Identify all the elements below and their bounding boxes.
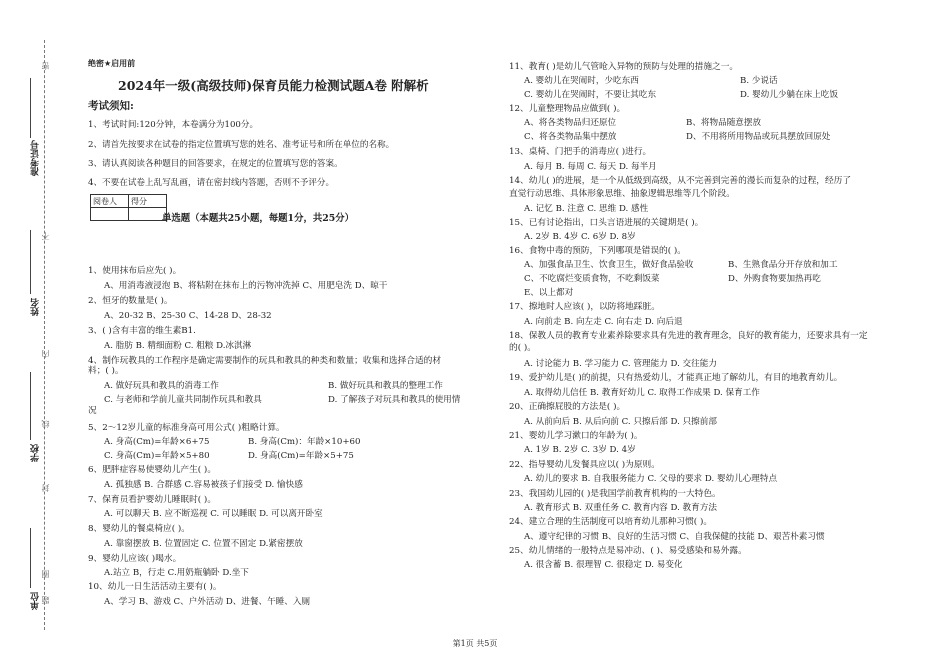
margin-mark: 不: [41, 232, 50, 240]
option-line: A、用消毒液浸泡 B、将粘附在抹布上的污物冲洗掉 C、用肥皂洗 D、晾干: [104, 281, 388, 291]
option-line: B. 身高(Cm)：年龄×10+60: [248, 437, 361, 447]
margin-mark: 线: [41, 420, 50, 428]
question-line: 3、( )含有丰富的维生素B1.: [88, 326, 196, 336]
option-line: A.站立 B，行走 C.用奶瓶躺卧 D.坐下: [104, 568, 249, 578]
question-line: 11、教育( )是幼儿气管呛入异物的预防与处理的措施之一。: [509, 62, 739, 72]
question-line: 15、已有讨论指出，口头言语进展的关键期是( )。: [509, 218, 704, 228]
question-line: 13、桌椅、门把手的消毒应( )进行。: [509, 147, 652, 157]
question-line: 4、制作玩教具的工作程序是确定需要制作的玩具和教具的种类和数量；收集和选择合适的材: [88, 356, 442, 366]
option-line: A. 很含蓄 B. 很理智 C. 很稳定 D. 易变化: [524, 560, 683, 570]
option-line: B. 做好玩具和教具的整理工作: [328, 381, 443, 391]
option-line: A. 讨论能力 B. 学习能力 C. 管理能力 D. 交往能力: [524, 359, 717, 369]
page-title: 2024年一级(高级技师)保育员能力检测试题A卷 附解析: [118, 78, 429, 93]
margin-mark: 题: [41, 596, 50, 604]
question-line: 25、幼儿情绪的一般特点是易冲动、( )、易受感染和易外露。: [509, 546, 747, 556]
reviewer-header: 阅卷人: [91, 195, 129, 208]
unit-line: [30, 528, 31, 588]
margin-mark: 封: [41, 484, 50, 492]
question-line: 6、肥胖症容易使婴幼儿产生( )。: [88, 465, 217, 475]
option-line: A. 脂肪 B. 精细面粉 C. 粗粮 D.冰淇淋: [104, 341, 252, 351]
option-line: A. 记忆 B. 注意 C. 思维 D. 感性: [524, 204, 649, 214]
question-line: 16、食物中毒的预防，下列哪项是错误的( )。: [509, 246, 686, 256]
option-line: B、将物品随意摆放: [686, 118, 762, 128]
question-line: 20、正确擦屁股的方法是( )。: [509, 402, 626, 412]
option-line: A. 孤独感 B. 合群感 C.容易被孩子们接受 D. 愉快感: [104, 480, 303, 490]
score-table: [90, 194, 167, 221]
option-line: C. 与老师和学前儿童共同制作玩具和教具: [104, 395, 262, 405]
option-line: C、不吃腐烂变质食物，不吃剩饭菜: [524, 274, 660, 284]
option-line: A、20-32 B、25-30 C、14-28 D、28-32: [104, 311, 272, 321]
option-line: A. 身高(Cm)=年龄×6+75: [104, 437, 210, 447]
reviewer-cell[interactable]: [91, 208, 129, 221]
school-label: 学校: [31, 444, 41, 462]
option-line: A. 靠窗摆放 B. 位置固定 C. 位置不固定 D.紧密摆放: [104, 539, 303, 549]
question-line: 1、使用抹布后应先( )。: [88, 266, 182, 276]
option-line: D、外购食物要加热再吃: [728, 274, 821, 284]
name-line: [30, 230, 31, 294]
seal-line: [44, 40, 45, 630]
option-line: A. 做好玩具和教具的消毒工作: [104, 381, 219, 391]
question-line: 料；( )。: [88, 366, 124, 376]
question-line: 19、爱护幼儿是( )的前提，只有热爱幼儿，才能真正地了解幼儿，有目的地教育幼儿。: [509, 373, 843, 383]
notice-item: 4、不要在试卷上乱写乱画，请在密封线内答题，否则不予评分。: [88, 178, 335, 188]
question-line: 9、婴幼儿应该( )喝水。: [88, 554, 182, 564]
question-line: 17、擦地时人应该( )，以防将地踩脏。: [509, 302, 660, 312]
option-line: 况: [88, 406, 97, 416]
section-heading: 单选题（本题共25小题，每题1分，共25分）: [162, 213, 354, 224]
question-line: 12、儿童整理物品应做到( )。: [509, 104, 626, 114]
unit-label: 单位: [31, 592, 41, 610]
option-line: A. 教育形式 B. 双重任务 C. 教育内容 D. 教育方法: [524, 503, 717, 513]
notice-item: 3、请认真阅读各种题目的回答要求，在规定的位置填写您的答案。: [88, 159, 343, 169]
option-line: A、加强食品卫生、饮食卫生，做好食品验收: [524, 260, 694, 270]
score-header: 得分: [129, 195, 167, 208]
option-line: A. 从前向后 B. 从后向前 C. 只擦后部 D. 只擦前部: [524, 417, 717, 427]
question-line: 5、2～12岁儿童的标准身高可用公式( )粗略计算。: [88, 423, 285, 433]
option-line: A. 可以聊天 B. 应不断巡视 C. 可以睡眠 D. 可以离开卧室: [104, 509, 323, 519]
option-line: C、将各类物品集中摆放: [524, 132, 617, 142]
option-line: B、生熟食品分开存放和加工: [728, 260, 838, 270]
notice-heading: 考试须知:: [88, 100, 134, 112]
option-line: A. 幼儿的要求 B. 自我服务能力 C. 父母的要求 D. 婴幼儿心理特点: [524, 474, 778, 484]
option-line: D. 身高(Cm)=年龄×5+75: [248, 451, 354, 461]
option-line: A、学习 B、游戏 C、户外活动 D、进餐、午睡、入厕: [104, 597, 311, 607]
binding-margin: [0, 0, 62, 671]
margin-mark: 圈: [41, 570, 50, 578]
candidate-number-label: 准考证号: [31, 140, 41, 176]
option-line: C. 婴幼儿在哭闹时，不要让其吃东: [524, 90, 657, 100]
question-line: 18、保教人员的教育专业素养除要求具有先进的教育理念，良好的教育能力，还要求具有一定: [509, 331, 868, 341]
question-line: 8、婴幼儿的餐桌椅应( )。: [88, 524, 190, 534]
candidate-number-line: [30, 78, 31, 138]
question-line: 的( )。: [509, 343, 536, 353]
option-line: A. 取得幼儿信任 B. 教育好幼儿 C. 取得工作成果 D. 保育工作: [524, 388, 760, 398]
option-line: D、不用将所用物品或玩具摆放回原处: [686, 132, 831, 142]
question-line: 21、婴幼儿学习漱口的年龄为( )。: [509, 431, 643, 441]
option-line: A. 2岁 B. 4岁 C. 6岁 D. 8岁: [524, 232, 636, 242]
option-line: A、将各类物品归还原位: [524, 118, 617, 128]
option-line: C. 身高(Cm)=年龄×5+80: [104, 451, 210, 461]
question-line: 23、我国幼儿园的( )是我国学前教育机构的一大特色。: [509, 489, 721, 499]
confidential-mark: 绝密★启用前: [88, 59, 136, 68]
option-line: A. 1岁 B. 2岁 C. 3岁 D. 4岁: [524, 445, 636, 455]
score-cell[interactable]: [129, 208, 167, 221]
question-line: 24、建立合理的生活制度可以培育幼儿那种习惯( )。: [509, 517, 713, 527]
margin-mark: 密: [41, 62, 50, 70]
notice-item: 2、请首先按要求在试卷的指定位置填写您的姓名、准考证号和所在单位的名称。: [88, 140, 395, 150]
name-label: 姓名: [31, 298, 41, 316]
notice-item: 1、考试时间:120分钟，本卷满分为100分。: [88, 120, 259, 130]
option-line: B. 少说话: [740, 76, 778, 86]
page-number: 第1页 共5页: [452, 639, 498, 648]
option-line: E、以上都对: [524, 288, 574, 298]
margin-mark: 内: [41, 350, 50, 358]
option-line: A. 婴幼儿在哭闹时，少吃东西: [524, 76, 639, 86]
question-line: 10、幼儿一日生活活动主要有( )。: [88, 582, 222, 592]
option-line: A. 每月 B. 每周 C. 每天 D. 每半月: [524, 162, 657, 172]
question-line: 22、指导婴幼儿发餐具应以( )为原则。: [509, 460, 660, 470]
option-line: A、遵守纪律的习惯 B、良好的生活习惯 C、自我保健的技能 D、艰苦朴素习惯: [524, 532, 825, 542]
school-line: [30, 372, 31, 440]
option-line: D. 了解孩子对玩具和教具的使用情: [328, 395, 461, 405]
question-line: 直觉行动思维、具体形象思维、抽象逻辑思维等几个阶段。: [509, 189, 735, 199]
question-line: 14、幼儿( )的进展，是一个从低级到高级，从不完善到完善的漫长而复杂的过程，经历了: [509, 176, 852, 186]
option-line: D. 婴幼儿少躺在床上吃饭: [740, 90, 838, 100]
option-line: A. 向前走 B. 向左走 C. 向右走 D. 向后退: [524, 317, 683, 327]
question-line: 2、恒牙的数量是( )。: [88, 296, 173, 306]
question-line: 7、保育员看护婴幼儿睡眠时( )。: [88, 495, 217, 505]
